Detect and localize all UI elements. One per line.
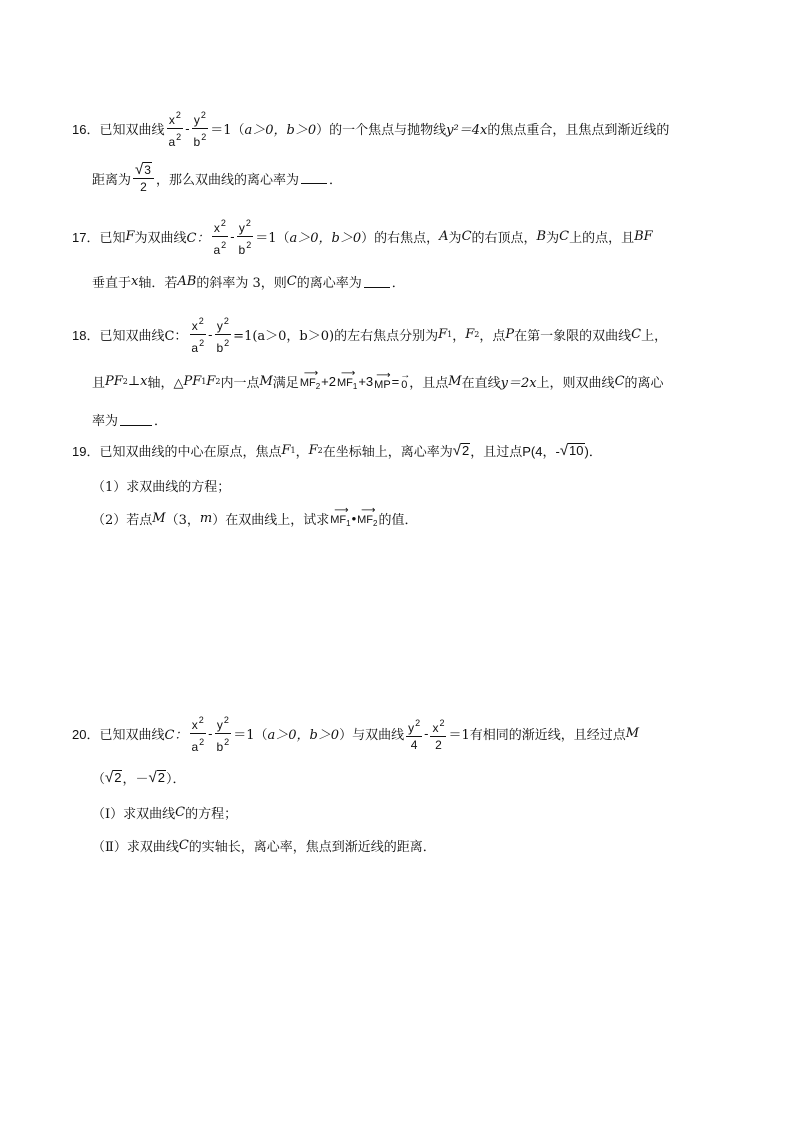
q18-line1: 18． 已知双曲线C： $\frac{x^2}{a^2}$ - $\frac{y^2}{b^2}$ =1(a＞0，b＞0)的左右焦点分别为 F 1 ， F 2 ，点 P 在第一象限的双曲线 C 上， bbox=[72, 316, 668, 355]
fraction-y2-b2: $\frac{y^2}{b^2}$ bbox=[216, 316, 230, 355]
fraction-y2-4: $\frac{y^2}{4}$ bbox=[408, 717, 421, 752]
question-number: 19． bbox=[72, 444, 100, 459]
parabola-equation: y²＝4x bbox=[446, 123, 488, 138]
fraction-x2-a2: $\frac{x^2}{a^2}$ bbox=[191, 715, 205, 754]
q19-line1: 19． 已知双曲线的中心在原点，焦点 F 1 ， F 2 在坐标轴上，离心率为 √ 2 ，且过点 P(4，- √ 10 )． bbox=[72, 442, 602, 460]
q18-line3: 率为 ． bbox=[92, 414, 168, 429]
vector-mp: ⟶ MP bbox=[374, 370, 391, 392]
vector-mf2: ⟶ $MF_2$ bbox=[299, 368, 321, 392]
question-number: 17． bbox=[72, 230, 100, 245]
sqrt-2: √ 2 bbox=[452, 442, 470, 459]
sqrt-10: √ 10 bbox=[559, 442, 584, 459]
vector-mf1: ⟶ $MF_1$ bbox=[336, 368, 358, 392]
q18-line2: 且 PF 2 ⊥ x 轴，△ PF 1 F 2 内一点 M 满足 ⟶ $MF_2$ +2 ⟶ $MF_1$ +3 ⟶ MP = → 0 ，且点 M 在直线 y＝2x 上，则双曲线 C 的离心 bbox=[92, 368, 664, 392]
fraction-y2-b2: $\frac{y^2}{b^2}$ bbox=[216, 715, 230, 754]
sqrt-2: √ 2 bbox=[105, 769, 122, 786]
q17-line2: 垂直于 x 轴．若 AB 的斜率为 3，则 C 的离心率为 ． bbox=[92, 274, 405, 291]
question-text: 已知双曲线 bbox=[99, 123, 165, 138]
fraction-y2-b2: $\frac{y^2}{b^2}$ bbox=[193, 110, 207, 149]
q16-line1: 16． 已知双曲线 $\frac{x^2}{a^2}$ - $\frac{y^2}{b^2}$ ＝1（ a＞0，b＞0 ）的一个焦点与抛物线 y²＝4x 的焦点重合，且焦点到渐近线的 bbox=[72, 110, 670, 149]
q20-line1: 20． 已知双曲线 C： $\frac{x^2}{a^2}$ - $\frac{y^2}{b^2}$ ＝1（ a＞0，b＞0 ）与双曲线 $\frac{y^2}{4}$ - $\frac{x^2}{2}$ ＝1有相同的渐近线，且经过点 M bbox=[72, 715, 640, 754]
q16-line2: 距离为 √ 3 2 ，那么双曲线的离心率为 ． bbox=[92, 161, 342, 194]
vector-mf1: ⟶ $MF_1$ bbox=[330, 505, 351, 529]
fraction-x2-2: $\frac{x^2}{2}$ bbox=[432, 717, 445, 752]
fraction-sqrt3-over-2: √ 3 2 bbox=[133, 162, 154, 194]
q19-sub2: （2）若点 M （3， m ）在双曲线上，试求 ⟶ $MF_1$ • ⟶ $MF_2$ 的值． bbox=[92, 505, 418, 529]
fraction-x2-a2: $\frac{x^2}{a^2}$ bbox=[213, 218, 227, 257]
question-number: 20． bbox=[72, 727, 100, 742]
fraction-x2-a2: $\frac{x^2}{a^2}$ bbox=[168, 110, 182, 149]
q20-sub2: （Ⅱ）求双曲线 C 的实轴长，离心率，焦点到渐近线的距离． bbox=[92, 838, 436, 855]
vector-mf2: ⟶ $MF_2$ bbox=[357, 505, 378, 529]
answer-blank bbox=[301, 172, 327, 184]
q17-line1: 17． 已知 F 为双曲线 C： $\frac{x^2}{a^2}$ - $\frac{y^2}{b^2}$ ＝1（ a＞0，b＞0 ）的右焦点， A 为 C 的右顶点， B 为 C 上的点，且 BF bbox=[72, 218, 653, 257]
q19-sub1: （1）求双曲线的方程； bbox=[92, 480, 231, 495]
fraction-y2-b2: $\frac{y^2}{b^2}$ bbox=[238, 218, 252, 257]
q20-line2: （ √ 2 ，－ √ 2 ）． bbox=[92, 769, 186, 787]
sqrt-2: √ 2 bbox=[148, 769, 165, 786]
vector-zero: → 0 bbox=[400, 370, 409, 392]
answer-blank bbox=[120, 414, 152, 426]
q20-sub1: （Ⅰ）求双曲线 C 的方程； bbox=[92, 805, 238, 822]
question-number: 16． bbox=[72, 122, 100, 137]
question-number: 18． bbox=[72, 328, 100, 343]
answer-blank bbox=[364, 276, 390, 288]
fraction-x2-a2: $\frac{x^2}{a^2}$ bbox=[191, 316, 205, 355]
